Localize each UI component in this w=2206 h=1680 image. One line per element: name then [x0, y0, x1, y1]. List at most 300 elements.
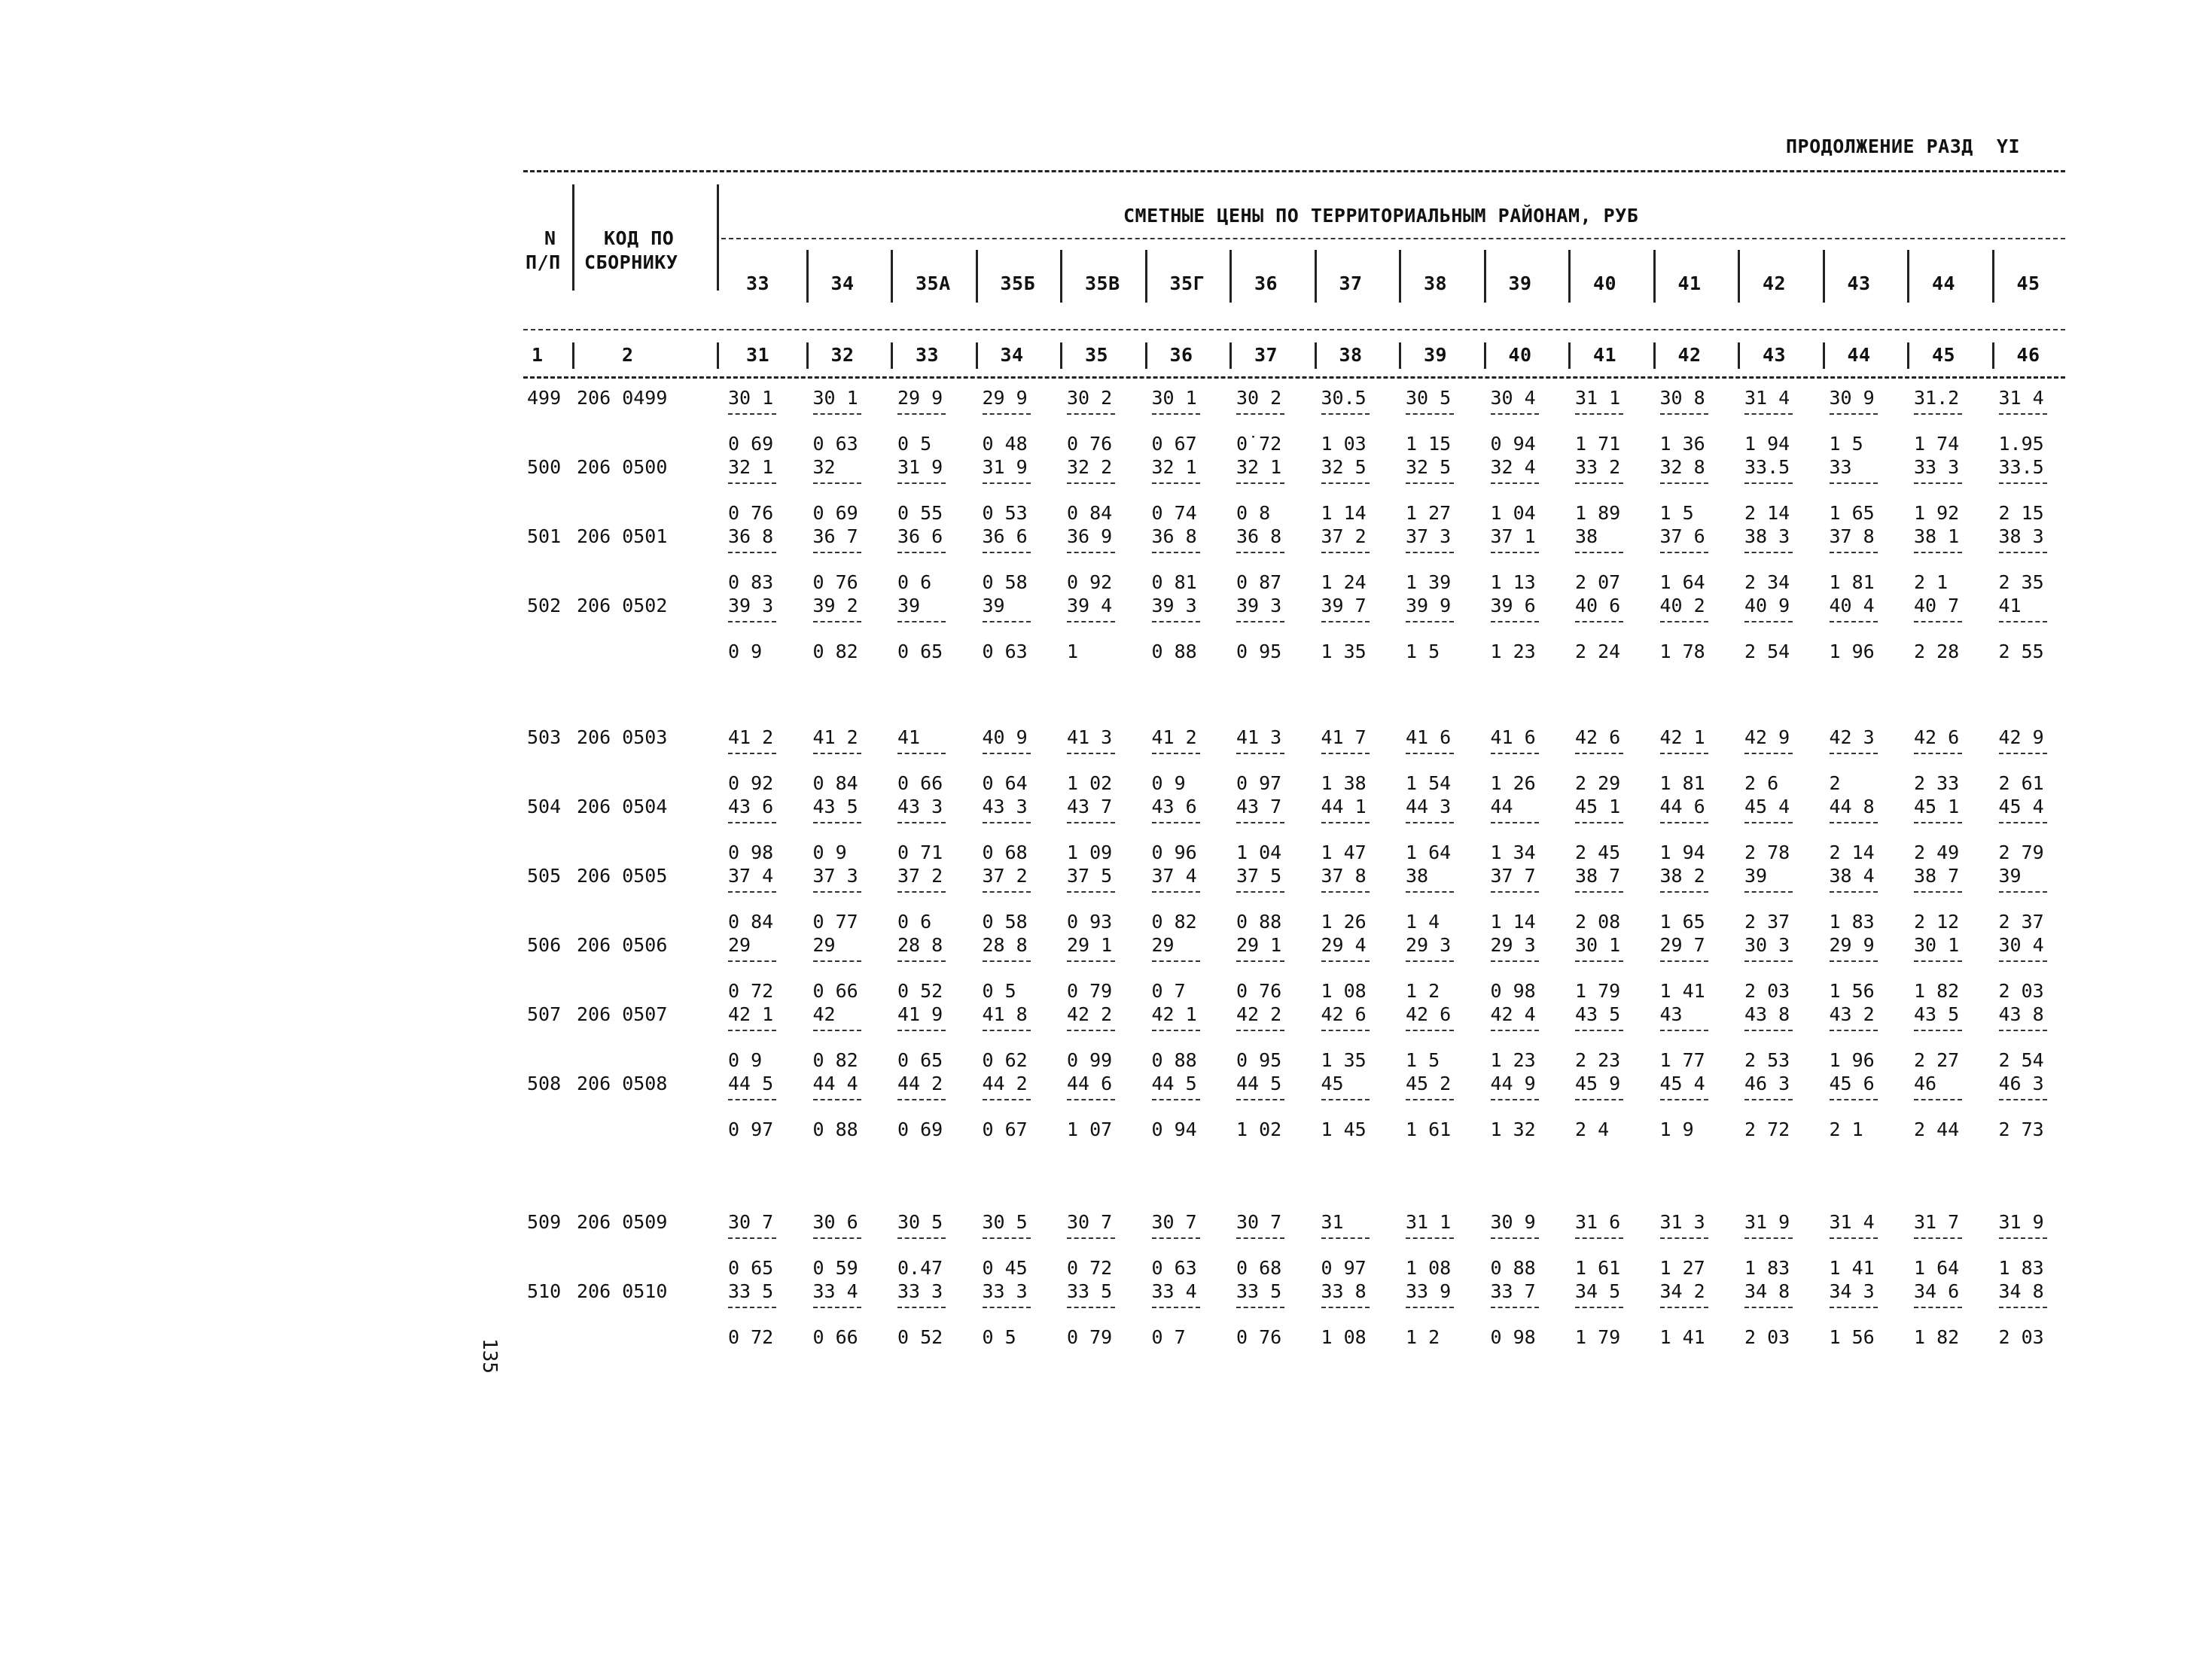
fraction-rule — [1236, 1099, 1284, 1100]
fraction-rule — [1236, 960, 1284, 962]
price-cell: 2 45 — [1575, 842, 1621, 863]
fraction-rule — [1744, 753, 1793, 754]
price-cell: 0 74 — [1151, 502, 1197, 524]
col-separator — [572, 184, 574, 291]
fraction-rule — [1321, 1030, 1370, 1031]
row-code: 206 0507 — [577, 1003, 668, 1025]
fraction-rule — [1067, 1307, 1115, 1308]
col-separator — [1315, 342, 1317, 369]
price-cell: 37 2 — [982, 865, 1028, 887]
price-cell: 2 07 — [1575, 571, 1621, 593]
price-cell: 0 63 — [1151, 1257, 1197, 1279]
fraction-rule — [983, 1099, 1031, 1100]
fraction-rule — [1744, 482, 1793, 484]
price-cell: 0 8 — [1236, 502, 1271, 524]
price-cell: 0 9 — [728, 1049, 763, 1071]
price-cell: 40 9 — [982, 726, 1028, 748]
fraction-rule — [897, 482, 946, 484]
fraction-rule — [1152, 552, 1200, 553]
column-number: 33 — [916, 344, 940, 366]
price-cell: 0 9 — [1151, 772, 1186, 794]
price-cell: 1 61 — [1406, 1118, 1452, 1140]
fraction-rule — [1914, 482, 1962, 484]
price-cell: 43 8 — [1744, 1003, 1790, 1025]
price-cell: 0 67 — [982, 1118, 1028, 1140]
fraction-rule — [1575, 1237, 1623, 1239]
price-cell: 33 5 — [728, 1280, 774, 1302]
price-cell: 30 2 — [1236, 387, 1282, 409]
fraction-rule — [1744, 822, 1793, 823]
price-cell: 45 4 — [1744, 796, 1790, 817]
column-number: 44 — [1847, 344, 1871, 366]
fraction-rule — [983, 1237, 1031, 1239]
row-number: 501 — [527, 525, 562, 547]
price-cell: 30 1 — [1151, 387, 1197, 409]
price-cell: 45 4 — [1998, 796, 2044, 817]
table-top-rule — [523, 170, 2065, 172]
price-cell: 0 64 — [982, 772, 1028, 794]
price-cell: 2 34 — [1744, 571, 1790, 593]
price-cell: 2 79 — [1998, 842, 2044, 863]
price-cell: 36 6 — [982, 525, 1028, 547]
price-cell: 1 96 — [1829, 1049, 1875, 1071]
price-cell: 37 6 — [1659, 525, 1705, 547]
price-cell: 0 71 — [897, 842, 943, 863]
fraction-rule — [1406, 1237, 1454, 1239]
fraction-rule — [1830, 960, 1878, 962]
fraction-rule — [1152, 1030, 1200, 1031]
price-cell: 39 3 — [1151, 595, 1197, 616]
price-cell: 0 52 — [897, 1326, 943, 1348]
fraction-rule — [1491, 753, 1539, 754]
region-header-35В: 35В — [1085, 272, 1120, 294]
price-cell: 0 82 — [1151, 911, 1197, 933]
column-number: 32 — [830, 344, 855, 366]
column-number: 42 — [1677, 344, 1702, 366]
col-separator — [1653, 342, 1656, 369]
fraction-rule — [897, 1030, 946, 1031]
price-cell: 1 03 — [1321, 433, 1367, 455]
price-cell: 0 9 — [812, 842, 847, 863]
price-cell: 43 7 — [1067, 796, 1113, 817]
price-cell: 2 12 — [1914, 911, 1960, 933]
price-cell: 29 — [812, 934, 836, 956]
fraction-rule — [813, 1307, 861, 1308]
price-cell: 32 8 — [1659, 456, 1705, 478]
fraction-rule — [1830, 552, 1878, 553]
price-cell: 1 27 — [1659, 1257, 1705, 1279]
price-cell: 2 — [1829, 772, 1841, 794]
price-cell: 37 4 — [728, 865, 774, 887]
price-cell: 37 3 — [1406, 525, 1452, 547]
price-cell: 36 9 — [1067, 525, 1113, 547]
price-cell: 0 94 — [1151, 1118, 1197, 1140]
col-separator — [1229, 342, 1232, 369]
fraction-rule — [728, 1237, 776, 1239]
fraction-rule — [1236, 1030, 1284, 1031]
region-header-45: 45 — [2016, 272, 2040, 294]
col-separator — [1145, 342, 1147, 369]
price-cell: 29 3 — [1406, 934, 1452, 956]
price-cell: 0 97 — [1236, 772, 1282, 794]
price-cell: 0 88 — [1151, 1049, 1197, 1071]
fraction-rule — [1744, 621, 1793, 622]
price-cell: 1 64 — [1914, 1257, 1960, 1279]
fraction-rule — [983, 822, 1031, 823]
price-cell: 33 9 — [1406, 1280, 1452, 1302]
price-cell: 32 5 — [1406, 456, 1452, 478]
price-cell: 1 61 — [1575, 1257, 1621, 1279]
fraction-rule — [1236, 621, 1284, 622]
fraction-rule — [1575, 891, 1623, 893]
row-code: 206 0506 — [577, 934, 668, 956]
price-cell: 39 6 — [1490, 595, 1536, 616]
price-cell: 0 82 — [812, 641, 858, 662]
fraction-rule — [728, 552, 776, 553]
col-separator — [1060, 250, 1062, 303]
fraction-rule — [983, 753, 1031, 754]
price-cell: 33 2 — [1575, 456, 1621, 478]
fraction-rule — [1999, 960, 2047, 962]
col-code-header-2: СБОРНИКУ — [584, 251, 678, 273]
price-cell: 30 6 — [812, 1211, 858, 1233]
price-cell: 36 7 — [812, 525, 858, 547]
price-cell: 0˙72 — [1236, 433, 1282, 455]
fraction-rule — [1999, 753, 2047, 754]
price-cell: 32 5 — [1321, 456, 1367, 478]
price-cell: 2 37 — [1744, 911, 1790, 933]
price-cell: 41 6 — [1406, 726, 1452, 748]
price-cell: 30 7 — [1236, 1211, 1282, 1233]
price-cell: 33.5 — [1998, 456, 2044, 478]
price-cell: 1 14 — [1490, 911, 1536, 933]
price-cell: 0 6 — [897, 911, 932, 933]
price-cell: 1 27 — [1406, 502, 1452, 524]
price-cell: 1 38 — [1321, 772, 1367, 794]
price-cell: 36 6 — [897, 525, 943, 547]
row-code: 206 0500 — [577, 456, 668, 478]
price-cell: 0 48 — [982, 433, 1028, 455]
price-cell: 29 3 — [1490, 934, 1536, 956]
price-cell: 42 1 — [1659, 726, 1705, 748]
price-cell: 2 03 — [1998, 980, 2044, 1002]
fraction-rule — [728, 1030, 776, 1031]
price-cell: 1 71 — [1575, 433, 1621, 455]
price-cell: 0 98 — [728, 842, 774, 863]
price-cell: 0 72 — [728, 980, 774, 1002]
price-cell: 2 03 — [1744, 980, 1790, 1002]
fraction-rule — [1152, 482, 1200, 484]
fraction-rule — [1830, 621, 1878, 622]
price-cell: 38 3 — [1998, 525, 2044, 547]
fraction-rule — [1236, 822, 1284, 823]
price-cell: 0 66 — [812, 1326, 858, 1348]
price-cell: 30 1 — [728, 387, 774, 409]
price-cell: 0 5 — [982, 1326, 1016, 1348]
price-cell: 0 84 — [812, 772, 858, 794]
price-cell: 37 3 — [812, 865, 858, 887]
price-cell: 0 83 — [728, 571, 774, 593]
price-cell: 30 8 — [1659, 387, 1705, 409]
price-cell: 2 35 — [1998, 571, 2044, 593]
fraction-rule — [1914, 960, 1962, 962]
fraction-rule — [1914, 1237, 1962, 1239]
col-separator — [1484, 250, 1486, 303]
price-cell: 31 9 — [1998, 1211, 2044, 1233]
price-cell: 43 5 — [1914, 1003, 1960, 1025]
price-cell: 31 9 — [897, 456, 943, 478]
price-cell: 0 5 — [897, 433, 932, 455]
fraction-rule — [1744, 1237, 1793, 1239]
fraction-rule — [1914, 891, 1962, 893]
price-cell: 42 4 — [1490, 1003, 1536, 1025]
col-separator — [1823, 250, 1825, 303]
price-cell: 2 08 — [1575, 911, 1621, 933]
fraction-rule — [1067, 1099, 1115, 1100]
price-cell: 31 — [1321, 1211, 1344, 1233]
fraction-rule — [1660, 1030, 1708, 1031]
price-cell: 2 73 — [1998, 1118, 2044, 1140]
price-cell: 1 08 — [1406, 1257, 1452, 1279]
fraction-rule — [728, 621, 776, 622]
price-cell: 0 52 — [897, 980, 943, 1002]
fraction-rule — [1321, 621, 1370, 622]
price-cell: 1 64 — [1659, 571, 1705, 593]
price-cell: 37 8 — [1321, 865, 1367, 887]
price-cell: 37 2 — [897, 865, 943, 887]
column-number: 31 — [746, 344, 770, 366]
column-number: 40 — [1508, 344, 1532, 366]
col-separator — [976, 250, 978, 303]
price-cell: 45 9 — [1575, 1073, 1621, 1094]
price-cell: 42 3 — [1829, 726, 1875, 748]
price-cell: 1 56 — [1829, 980, 1875, 1002]
price-cell: 39 3 — [1236, 595, 1282, 616]
col-separator — [1399, 342, 1401, 369]
price-cell: 1 08 — [1321, 1326, 1367, 1348]
fraction-rule — [1660, 1237, 1708, 1239]
price-cell: 0 88 — [1490, 1257, 1536, 1279]
price-cell: 2 54 — [1998, 1049, 2044, 1071]
price-cell: 33.5 — [1744, 456, 1790, 478]
price-cell: 2 44 — [1914, 1118, 1960, 1140]
row-code: 206 0509 — [577, 1211, 668, 1233]
column-number: 43 — [1763, 344, 1787, 366]
price-cell: 1 02 — [1067, 772, 1113, 794]
price-cell: 0 96 — [1151, 842, 1197, 863]
fraction-rule — [983, 552, 1031, 553]
price-cell: 30 7 — [1151, 1211, 1197, 1233]
price-cell: 0 69 — [728, 433, 774, 455]
price-cell: 33 8 — [1321, 1280, 1367, 1302]
fraction-rule — [1575, 621, 1623, 622]
price-cell: 30 1 — [1914, 934, 1960, 956]
price-cell: 1 4 — [1406, 911, 1440, 933]
fraction-rule — [1660, 621, 1708, 622]
fraction-rule — [1660, 891, 1708, 893]
price-cell: 1 47 — [1321, 842, 1367, 863]
fraction-rule — [1999, 1099, 2047, 1100]
regions-group-title: СМЕТНЫЕ ЦЕНЫ ПО ТЕРРИТОРИАЛЬНЫМ РАЙОНАМ, РУБ — [1123, 205, 1639, 227]
fraction-rule — [1152, 1099, 1200, 1100]
fraction-rule — [1999, 482, 2047, 484]
fraction-rule — [728, 891, 776, 893]
row-code: 206 0510 — [577, 1280, 668, 1302]
fraction-rule — [1830, 1030, 1878, 1031]
price-cell: 1 32 — [1490, 1118, 1536, 1140]
fraction-rule — [1914, 822, 1962, 823]
col-code-header-1: КОД ПО — [604, 227, 675, 249]
column-number: 45 — [1932, 344, 1956, 366]
price-cell: 33 3 — [1914, 456, 1960, 478]
fraction-rule — [1999, 891, 2047, 893]
price-cell: 0 88 — [812, 1118, 858, 1140]
region-header-38: 38 — [1424, 272, 1448, 294]
price-cell: 37 1 — [1490, 525, 1536, 547]
price-cell: 1 56 — [1829, 1326, 1875, 1348]
price-cell: 45 — [1321, 1073, 1344, 1094]
fraction-rule — [1067, 1237, 1115, 1239]
price-cell: 0 79 — [1067, 1326, 1113, 1348]
fraction-rule — [813, 482, 861, 484]
price-cell: 2 54 — [1744, 641, 1790, 662]
price-cell: 43 6 — [1151, 796, 1197, 817]
price-cell: 1 41 — [1659, 1326, 1705, 1348]
fraction-rule — [1491, 960, 1539, 962]
fraction-rule — [1406, 960, 1454, 962]
col-separator — [717, 184, 719, 291]
fraction-rule — [1067, 891, 1115, 893]
fraction-rule — [897, 1099, 946, 1100]
price-cell: 34 2 — [1659, 1280, 1705, 1302]
price-cell: 33 3 — [982, 1280, 1028, 1302]
fraction-rule — [1067, 1030, 1115, 1031]
price-cell: 39 3 — [728, 595, 774, 616]
fraction-rule — [1830, 1099, 1878, 1100]
fraction-rule — [1660, 482, 1708, 484]
col-separator — [1907, 342, 1909, 369]
price-cell: 38 1 — [1914, 525, 1960, 547]
price-cell: 30 4 — [1490, 387, 1536, 409]
fraction-rule — [1914, 1307, 1962, 1308]
price-cell: 46 3 — [1744, 1073, 1790, 1094]
fraction-rule — [897, 960, 946, 962]
price-cell: 1 35 — [1321, 641, 1367, 662]
price-cell: 31 4 — [1998, 387, 2044, 409]
price-cell: 2 78 — [1744, 842, 1790, 863]
fraction-rule — [1321, 960, 1370, 962]
price-cell: 2 14 — [1744, 502, 1790, 524]
fraction-rule — [1236, 1307, 1284, 1308]
fraction-rule — [1575, 822, 1623, 823]
fraction-rule — [1744, 960, 1793, 962]
fraction-rule — [1406, 1307, 1454, 1308]
fraction-rule — [1660, 822, 1708, 823]
fraction-rule — [1575, 960, 1623, 962]
price-cell: 1 2 — [1406, 1326, 1440, 1348]
fraction-rule — [1660, 960, 1708, 962]
fraction-rule — [1491, 1030, 1539, 1031]
price-cell: 29 9 — [982, 387, 1028, 409]
fraction-rule — [1830, 1307, 1878, 1308]
row-code: 206 0501 — [577, 525, 668, 547]
fraction-rule — [1321, 822, 1370, 823]
col-index-1: 1 — [532, 344, 544, 366]
fraction-rule — [897, 413, 946, 415]
price-cell: 33 4 — [1151, 1280, 1197, 1302]
price-cell: 1 82 — [1914, 1326, 1960, 1348]
price-cell: 0 98 — [1490, 980, 1536, 1002]
region-header-44: 44 — [1932, 272, 1956, 294]
price-cell: 42 6 — [1575, 726, 1621, 748]
fraction-rule — [813, 552, 861, 553]
col-separator — [1568, 342, 1571, 369]
price-cell: 40 4 — [1829, 595, 1875, 616]
price-cell: 1 5 — [1829, 433, 1863, 455]
fraction-rule — [1999, 413, 2047, 415]
fraction-rule — [813, 960, 861, 962]
col-separator — [1145, 250, 1147, 303]
fraction-rule — [1321, 891, 1370, 893]
region-header-42: 42 — [1763, 272, 1787, 294]
price-cell: 1 89 — [1575, 502, 1621, 524]
price-cell: 40 2 — [1659, 595, 1705, 616]
fraction-rule — [1999, 552, 2047, 553]
region-header-41: 41 — [1677, 272, 1702, 294]
fraction-rule — [1575, 552, 1623, 553]
price-cell: 0 69 — [897, 1118, 943, 1140]
price-cell: 0 76 — [1236, 980, 1282, 1002]
fraction-rule — [813, 822, 861, 823]
price-cell: 1.95 — [1998, 433, 2044, 455]
col-separator — [1992, 250, 1994, 303]
fraction-rule — [1491, 1307, 1539, 1308]
row-number: 499 — [527, 387, 562, 409]
price-cell: 42 1 — [1151, 1003, 1197, 1025]
price-cell: 32 1 — [728, 456, 774, 478]
row-code: 206 0504 — [577, 796, 668, 817]
fraction-rule — [1236, 482, 1284, 484]
price-cell: 31 3 — [1659, 1211, 1705, 1233]
fraction-rule — [1999, 621, 2047, 622]
price-cell: 45 1 — [1575, 796, 1621, 817]
price-cell: 0 94 — [1490, 433, 1536, 455]
price-cell: 38 4 — [1829, 865, 1875, 887]
price-cell: 2 1 — [1829, 1118, 1863, 1140]
price-cell: 31 4 — [1829, 1211, 1875, 1233]
price-cell: 0 72 — [728, 1326, 774, 1348]
fraction-rule — [983, 413, 1031, 415]
price-cell: 40 9 — [1744, 595, 1790, 616]
price-cell: 38 — [1406, 865, 1429, 887]
price-cell: 0 76 — [812, 571, 858, 593]
price-cell: 31 9 — [1744, 1211, 1790, 1233]
price-cell: 30.5 — [1321, 387, 1367, 409]
price-cell: 41 2 — [1151, 726, 1197, 748]
col-separator — [1823, 342, 1825, 369]
price-cell: 30 3 — [1744, 934, 1790, 956]
price-cell: 41 3 — [1236, 726, 1282, 748]
price-cell: 34 8 — [1744, 1280, 1790, 1302]
fraction-rule — [1830, 413, 1878, 415]
price-cell: 1 23 — [1490, 1049, 1536, 1071]
fraction-rule — [897, 621, 946, 622]
price-cell: 0 7 — [1151, 980, 1186, 1002]
price-cell: 30 5 — [982, 1211, 1028, 1233]
fraction-rule — [1660, 552, 1708, 553]
row-number: 508 — [527, 1073, 562, 1094]
price-cell: 42 1 — [728, 1003, 774, 1025]
